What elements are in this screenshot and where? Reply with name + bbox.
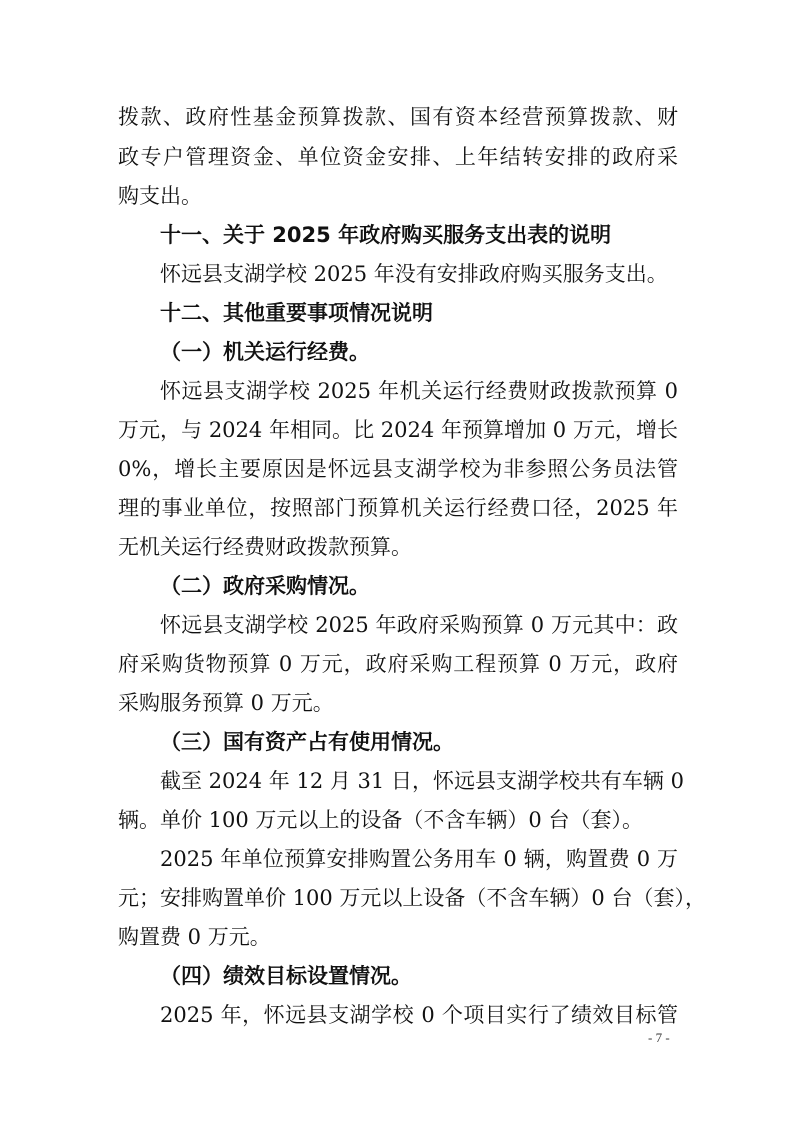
paragraph-line: 理的事业单位，按照部门预算机关运行经费口径，2025 年 (118, 496, 678, 520)
paragraph-line: 万元，与 2024 年相同。比 2024 年预算增加 0 万元，增长 (118, 418, 678, 442)
subsection-heading-2: （二）政府采购情况。 (160, 574, 370, 598)
paragraph-line: 辆。单价 100 万元以上的设备（不含车辆）0 台（套）。 (118, 808, 643, 832)
paragraph-line: 0%，增长主要原因是怀远县支湖学校为非参照公务员法管 (118, 457, 678, 481)
section-heading-12: 十二、其他重要事项情况说明 (160, 301, 433, 325)
paragraph-line: 怀远县支湖学校 2025 年机关运行经费财政拨款预算 0 (160, 379, 678, 403)
paragraph-line: 拨款、政府性基金预算拨款、国有资本经营预算拨款、财 (118, 105, 678, 129)
section-heading-11: 十一、关于 2025 年政府购买服务支出表的说明 (160, 223, 612, 247)
paragraph-line: 元；安排购置单价 100 万元以上设备（不含车辆）0 台（套）， (118, 886, 706, 910)
paragraph-line: 怀远县支湖学校 2025 年政府采购预算 0 万元其中：政 (160, 613, 678, 637)
paragraph-line: 政专户管理资金、单位资金安排、上年结转安排的政府采 (118, 145, 678, 169)
paragraph-line: 无机关运行经费财政拨款预算。 (118, 535, 412, 559)
paragraph-line: 购支出。 (118, 184, 202, 208)
subsection-heading-4: （四）绩效目标设置情况。 (160, 964, 412, 988)
page-number: - 7 - (648, 1030, 670, 1045)
paragraph-line: 购置费 0 万元。 (118, 925, 271, 949)
paragraph-line: 2025 年单位预算安排购置公务用车 0 辆，购置费 0 万 (160, 847, 678, 871)
paragraph-line: 采购服务预算 0 万元。 (118, 691, 334, 715)
paragraph-line: 府采购货物预算 0 万元，政府采购工程预算 0 万元，政府 (118, 652, 678, 676)
paragraph-line: 怀远县支湖学校 2025 年没有安排政府购买服务支出。 (160, 262, 668, 286)
subsection-heading-1: （一）机关运行经费。 (160, 340, 370, 364)
paragraph-line: 2025 年，怀远县支湖学校 0 个项目实行了绩效目标管 (160, 1003, 678, 1027)
paragraph-line: 截至 2024 年 12 月 31 日，怀远县支湖学校共有车辆 0 (160, 769, 684, 793)
subsection-heading-3: （三）国有资产占有使用情况。 (160, 730, 454, 754)
